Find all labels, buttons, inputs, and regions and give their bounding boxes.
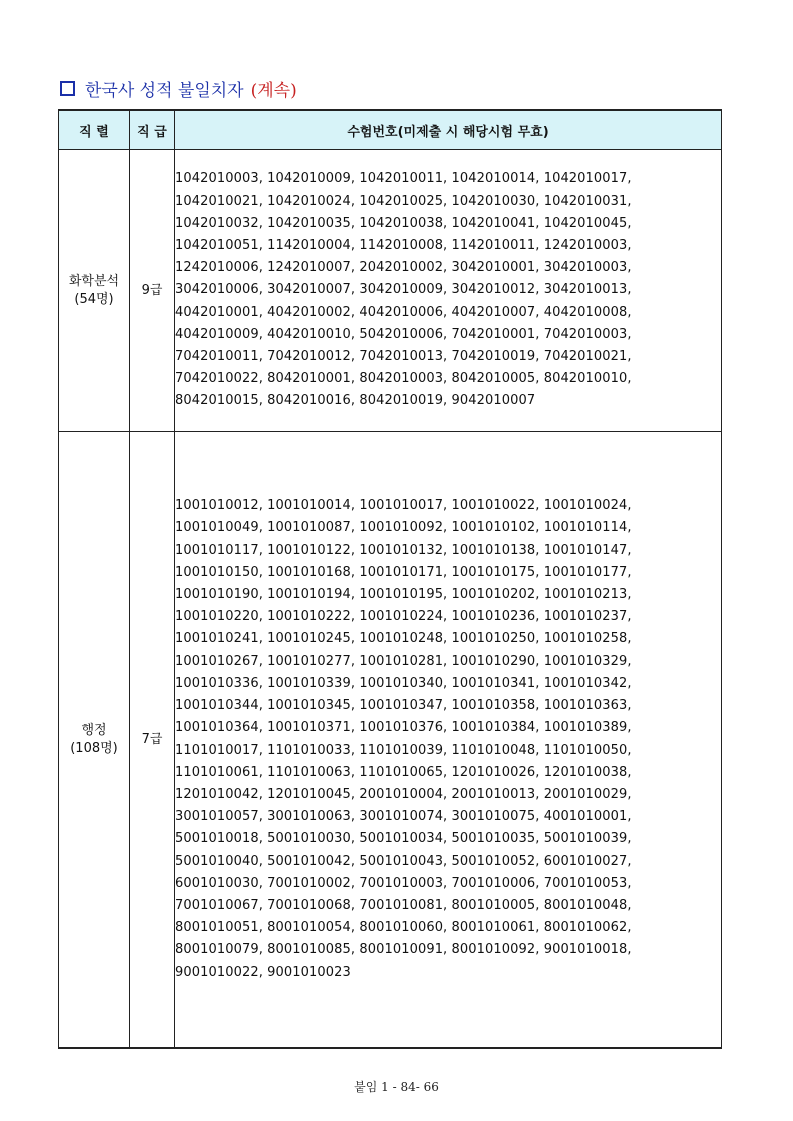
exam-number-line: 1001010344, 1001010345, 1001010347, 1001010358, 1001010363, <box>175 698 632 714</box>
exam-number-line: 1042010021, 1042010024, 1042010025, 1042010030, 1042010031, <box>175 193 632 209</box>
header-grade: 직 급 <box>130 110 175 150</box>
exam-number-line: 1042010051, 1142010004, 1142010008, 1142010011, 1242010003, <box>175 237 632 253</box>
exam-number-line: 5001010018, 5001010030, 5001010034, 5001010035, 5001010039, <box>175 831 632 847</box>
exam-number-line: 6001010030, 7001010002, 7001010003, 7001010006, 7001010053, <box>175 875 632 891</box>
exam-number-line: 4042010009, 4042010010, 5042010006, 7042010001, 7042010003, <box>175 326 632 342</box>
series-name: 화학분석 <box>68 273 120 289</box>
exam-number-line: 1001010117, 1001010122, 1001010132, 1001010138, 1001010147, <box>175 542 632 558</box>
exam-numbers-cell <box>175 432 722 1049</box>
exam-number-line: 1101010061, 1101010063, 1101010065, 1201010026, 1201010038, <box>175 764 632 780</box>
exam-number-line: 7042010011, 7042010012, 7042010013, 7042010019, 7042010021, <box>175 349 632 364</box>
exam-number-line: 1001010190, 1001010194, 1001010195, 1001010202, 1001010213, <box>175 587 632 603</box>
exam-number-line: 5001010040, 5001010042, 5001010043, 5001010052, 6001010027, <box>175 853 632 869</box>
exam-number-line: 1001010012, 1001010014, 1001010017, 1001010022, 1001010024, <box>175 498 632 514</box>
exam-number-line: 1042010032, 1042010035, 1042010038, 1042010041, 1042010045, <box>175 215 632 231</box>
exam-number-line: 1001010150, 1001010168, 1001010171, 1001010175, 1001010177, <box>175 564 632 580</box>
exam-number-line: 8042010015, 8042010016, 8042010019, 9042010007 <box>175 393 536 409</box>
section-heading <box>60 76 297 100</box>
exam-number-line: 1001010220, 1001010222, 1001010224, 1001010236, 1001010237, <box>175 609 632 625</box>
continued-label: (계속) <box>250 80 297 101</box>
table-row <box>59 432 722 1049</box>
exam-number-line: 8001010079, 8001010085, 8001010091, 8001010092, 9001010018, <box>175 942 632 958</box>
exam-number-line: 1001010267, 1001010277, 1001010281, 1001010290, 1001010329, <box>175 653 632 669</box>
exam-number-line: 3042010006, 3042010007, 3042010009, 3042010012, 3042010013, <box>175 282 632 298</box>
exam-number-line: 4042010001, 4042010002, 4042010006, 4042010007, 4042010008, <box>175 304 632 320</box>
exam-number-line: 3001010057, 3001010063, 3001010074, 3001010075, 4001010001, <box>175 809 632 825</box>
exam-number-line: 1042010003, 1042010009, 1042010011, 1042010014, 1042010017, <box>175 171 632 187</box>
grade-cell: 9급 <box>130 150 175 432</box>
exam-number-line: 1001010336, 1001010339, 1001010340, 1001010341, 1001010342, <box>175 675 632 691</box>
exam-number-line: 9001010022, 9001010023 <box>175 964 351 980</box>
section-title: 한국사 성적 불일치자 <box>85 80 244 101</box>
exam-number-line: 8001010051, 8001010054, 8001010060, 8001010061, 8001010062, <box>175 920 632 936</box>
square-bullet-icon <box>60 81 75 96</box>
series-count: (108명) <box>70 740 118 756</box>
exam-numbers-cell <box>175 150 722 432</box>
exam-number-line: 1201010042, 1201010045, 2001010004, 2001010013, 2001010029, <box>175 786 632 802</box>
mismatch-table <box>58 109 722 1049</box>
series-count: (54명) <box>74 291 114 307</box>
grade-cell: 7급 <box>130 432 175 1049</box>
series-cell <box>59 150 130 432</box>
exam-number-line: 7001010067, 7001010068, 7001010081, 8001010005, 8001010048, <box>175 897 632 913</box>
table-header-row <box>59 110 722 150</box>
exam-number-line: 1001010364, 1001010371, 1001010376, 1001010384, 1001010389, <box>175 720 632 736</box>
header-series: 직 렬 <box>59 110 130 150</box>
exam-number-line: 1101010017, 1101010033, 1101010039, 1101010048, 1101010050, <box>175 742 632 758</box>
exam-number-line: 7042010022, 8042010001, 8042010003, 8042010005, 8042010010, <box>175 371 632 387</box>
page-footer: 붙임 1 - 84- 66 <box>354 1080 439 1094</box>
header-numbers: 수험번호(미제출 시 해당시험 무효) <box>175 110 722 150</box>
series-cell <box>59 432 130 1049</box>
series-name: 행정 <box>81 722 107 738</box>
table-row <box>59 150 722 432</box>
exam-number-line: 1001010049, 1001010087, 1001010092, 1001010102, 1001010114, <box>175 520 632 536</box>
exam-number-line: 1242010006, 1242010007, 2042010002, 3042010001, 3042010003, <box>175 260 632 276</box>
exam-number-line: 1001010241, 1001010245, 1001010248, 1001010250, 1001010258, <box>175 631 632 647</box>
